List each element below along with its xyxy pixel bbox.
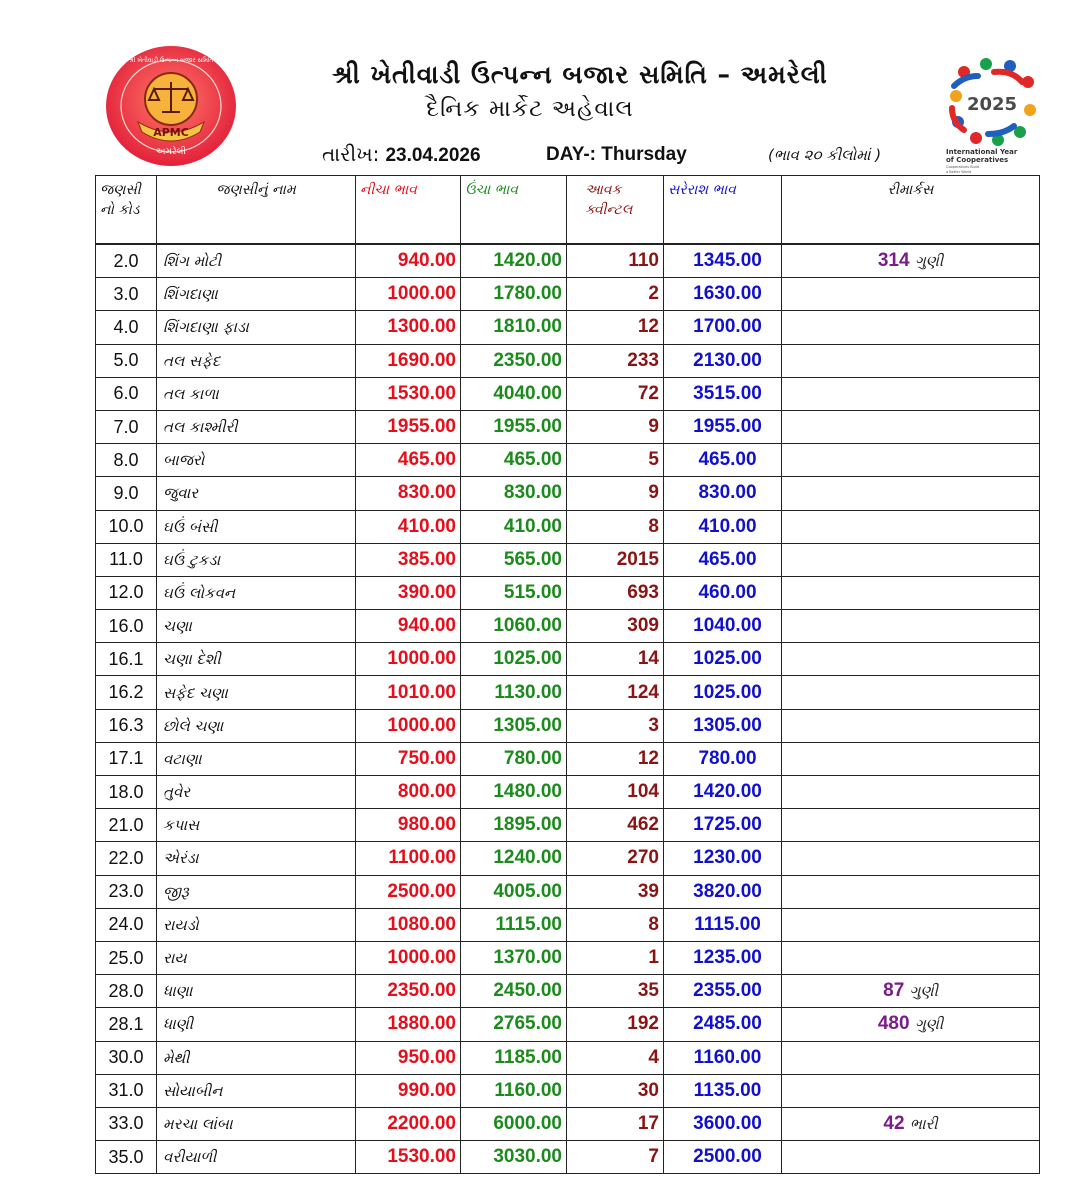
cell-code: 4.0 <box>96 311 157 344</box>
table-row <box>96 410 1040 443</box>
cell-high: 4040.00 <box>461 377 567 410</box>
cell-low: 390.00 <box>356 576 461 609</box>
cell-remarks <box>782 809 1040 842</box>
apmc-logo <box>104 44 238 168</box>
cell-code: 7.0 <box>96 410 157 443</box>
cell-low: 990.00 <box>356 1074 461 1107</box>
cell-remarks <box>782 610 1040 643</box>
cell-average: 1345.00 <box>664 244 782 278</box>
table-row <box>96 1008 1040 1041</box>
cell-arrival: 110 <box>567 244 664 278</box>
col-header-low: નીચા ભાવ <box>356 176 461 245</box>
remark-count: 480 <box>877 1013 910 1035</box>
cell-code: 3.0 <box>96 278 157 311</box>
table-row <box>96 809 1040 842</box>
table-row <box>96 543 1040 576</box>
cell-remarks <box>782 576 1040 609</box>
table-header-row <box>96 176 1040 245</box>
table-row <box>96 1074 1040 1107</box>
cell-name: સોયાબીન <box>157 1074 356 1107</box>
cell-name: એરંડા <box>157 842 356 875</box>
cell-remarks <box>782 709 1040 742</box>
cell-arrival: 14 <box>567 643 664 676</box>
cell-arrival: 693 <box>567 576 664 609</box>
table-row <box>96 311 1040 344</box>
cell-high: 1115.00 <box>461 908 567 941</box>
cell-arrival: 270 <box>567 842 664 875</box>
remark-count: 42 <box>883 1112 905 1134</box>
cell-code: 25.0 <box>96 941 157 974</box>
cell-code: 28.1 <box>96 1008 157 1041</box>
cell-average: 2485.00 <box>664 1008 782 1041</box>
cell-average: 1025.00 <box>664 676 782 709</box>
logo-line2-text: of Cooperatives <box>946 156 1009 164</box>
date-line <box>322 142 481 167</box>
cell-name: ઘઉં ટુકડા <box>157 543 356 576</box>
cell-name: શિંગદાણા ફાડા <box>157 311 356 344</box>
col-header-remarks: રીમાર્કસ <box>782 176 1040 245</box>
cell-name: મરચા લાંબા <box>157 1107 356 1140</box>
cell-low: 2500.00 <box>356 875 461 908</box>
cell-remarks <box>782 543 1040 576</box>
cell-arrival: 35 <box>567 975 664 1008</box>
cell-remarks <box>782 1107 1040 1140</box>
table-row <box>96 908 1040 941</box>
cell-remarks <box>782 1141 1040 1174</box>
cell-high: 1780.00 <box>461 278 567 311</box>
apmc-city-text: અમરેલી <box>156 147 186 157</box>
cell-remarks <box>782 1041 1040 1074</box>
cell-remarks <box>782 410 1040 443</box>
cell-average: 3515.00 <box>664 377 782 410</box>
cell-average: 1160.00 <box>664 1041 782 1074</box>
remark-unit: ગુણી <box>909 982 938 1001</box>
cell-low: 1300.00 <box>356 311 461 344</box>
cell-average: 410.00 <box>664 510 782 543</box>
cell-code: 6.0 <box>96 377 157 410</box>
day-text: DAY-: Thursday <box>546 144 687 165</box>
cell-name: સફેદ ચણા <box>157 676 356 709</box>
cell-high: 780.00 <box>461 742 567 775</box>
logo-year-text: 2025 <box>966 94 1018 115</box>
cell-low: 980.00 <box>356 809 461 842</box>
cell-high: 1955.00 <box>461 410 567 443</box>
table-row <box>96 344 1040 377</box>
remark-unit: ભારી <box>909 1114 938 1133</box>
cell-name: બાજરો <box>157 444 356 477</box>
page-title: શ્રી ખેતીવાડી ઉત્પન્ન બજાર સમિતિ – અમરેલી <box>332 60 828 89</box>
cell-high: 1420.00 <box>461 244 567 278</box>
apmc-badge-text: APMC <box>153 126 189 139</box>
cell-arrival: 124 <box>567 676 664 709</box>
cell-arrival: 17 <box>567 1107 664 1140</box>
cell-code: 16.2 <box>96 676 157 709</box>
cell-low: 1530.00 <box>356 1141 461 1174</box>
remark-unit: ગુણી <box>914 1015 944 1034</box>
cell-code: 16.3 <box>96 709 157 742</box>
cell-name: શિંગદાણા <box>157 278 356 311</box>
cell-arrival: 1 <box>567 941 664 974</box>
col-header-code: જણસી નો કોડ <box>96 176 157 245</box>
cell-arrival: 2 <box>567 278 664 311</box>
cell-arrival: 8 <box>567 510 664 543</box>
cell-name: વરીયાળી <box>157 1141 356 1174</box>
cell-remarks <box>782 842 1040 875</box>
cell-low: 2200.00 <box>356 1107 461 1140</box>
cell-low: 1100.00 <box>356 842 461 875</box>
cell-name: ચણા <box>157 610 356 643</box>
cell-arrival: 7 <box>567 1141 664 1174</box>
table-row <box>96 444 1040 477</box>
cell-remarks <box>782 1008 1040 1041</box>
cell-name: તલ કાશ્મીરી <box>157 410 356 443</box>
cell-low: 1080.00 <box>356 908 461 941</box>
cell-low: 1880.00 <box>356 1008 461 1041</box>
cell-high: 830.00 <box>461 477 567 510</box>
cell-arrival: 4 <box>567 1041 664 1074</box>
table-row <box>96 1107 1040 1140</box>
table-row <box>96 1041 1040 1074</box>
market-rates-table <box>95 175 1040 1174</box>
cell-high: 1810.00 <box>461 311 567 344</box>
cell-name: વટાણા <box>157 742 356 775</box>
cell-high: 1025.00 <box>461 643 567 676</box>
col-header-high: ઉંચા ભાવ <box>461 176 567 245</box>
table-row <box>96 377 1040 410</box>
cell-high: 1305.00 <box>461 709 567 742</box>
cell-remarks <box>782 444 1040 477</box>
cell-high: 6000.00 <box>461 1107 567 1140</box>
cell-high: 2450.00 <box>461 975 567 1008</box>
table-row <box>96 709 1040 742</box>
cell-high: 3030.00 <box>461 1141 567 1174</box>
table-row <box>96 576 1040 609</box>
cell-arrival: 30 <box>567 1074 664 1107</box>
cell-name: તલ કાળા <box>157 377 356 410</box>
cell-remarks <box>782 676 1040 709</box>
cell-average: 1230.00 <box>664 842 782 875</box>
cell-arrival: 9 <box>567 410 664 443</box>
cell-name: ઘઉં લોકવન <box>157 576 356 609</box>
cell-code: 35.0 <box>96 1141 157 1174</box>
unit-note: (ભાવ ૨૦ કીલોમાં ) <box>768 146 882 164</box>
cell-arrival: 72 <box>567 377 664 410</box>
cell-high: 1370.00 <box>461 941 567 974</box>
col-header-arrival: આવક ક્વીન્ટલ <box>567 176 664 245</box>
cell-low: 1000.00 <box>356 278 461 311</box>
cell-arrival: 462 <box>567 809 664 842</box>
cell-code: 22.0 <box>96 842 157 875</box>
cell-low: 1955.00 <box>356 410 461 443</box>
cell-low: 750.00 <box>356 742 461 775</box>
cell-code: 24.0 <box>96 908 157 941</box>
cell-arrival: 3 <box>567 709 664 742</box>
cell-code: 10.0 <box>96 510 157 543</box>
cell-high: 1240.00 <box>461 842 567 875</box>
table-row <box>96 643 1040 676</box>
table-row <box>96 510 1040 543</box>
cell-average: 460.00 <box>664 576 782 609</box>
cell-high: 1895.00 <box>461 809 567 842</box>
apmc-ring-text: શ્રી ખેતીવાડી ઉત્પન્ન બજાર સમિતિ <box>128 57 214 64</box>
cell-low: 1010.00 <box>356 676 461 709</box>
cell-code: 28.0 <box>96 975 157 1008</box>
cell-name: જુવાર <box>157 477 356 510</box>
cell-arrival: 2015 <box>567 543 664 576</box>
cell-name: તુવેર <box>157 776 356 809</box>
remark-count: 87 <box>883 980 905 1002</box>
table-row <box>96 244 1040 278</box>
col-header-average: સરેરાશ ભાવ <box>664 176 782 245</box>
table-row <box>96 742 1040 775</box>
cell-remarks <box>782 311 1040 344</box>
cell-code: 31.0 <box>96 1074 157 1107</box>
logo-line4-text: a Better World <box>946 170 972 174</box>
logo-line3-text: Cooperatives Build <box>946 165 979 169</box>
cell-average: 1955.00 <box>664 410 782 443</box>
cell-remarks <box>782 1074 1040 1107</box>
cell-average: 1305.00 <box>664 709 782 742</box>
table-row <box>96 477 1040 510</box>
cell-high: 1160.00 <box>461 1074 567 1107</box>
table-row <box>96 776 1040 809</box>
cell-arrival: 233 <box>567 344 664 377</box>
cell-low: 1000.00 <box>356 941 461 974</box>
cell-code: 2.0 <box>96 244 157 278</box>
cell-high: 1060.00 <box>461 610 567 643</box>
cooperatives-2025-logo <box>944 56 1036 174</box>
cell-remarks <box>782 742 1040 775</box>
cell-average: 1025.00 <box>664 643 782 676</box>
cell-remarks <box>782 477 1040 510</box>
cell-code: 16.1 <box>96 643 157 676</box>
cell-low: 940.00 <box>356 244 461 278</box>
cell-average: 1700.00 <box>664 311 782 344</box>
cell-average: 1040.00 <box>664 610 782 643</box>
cell-high: 515.00 <box>461 576 567 609</box>
cell-name: ચણા દેશી <box>157 643 356 676</box>
cell-low: 465.00 <box>356 444 461 477</box>
cell-low: 830.00 <box>356 477 461 510</box>
cell-high: 4005.00 <box>461 875 567 908</box>
cell-low: 1000.00 <box>356 643 461 676</box>
cell-arrival: 9 <box>567 477 664 510</box>
cell-average: 1420.00 <box>664 776 782 809</box>
cell-average: 2500.00 <box>664 1141 782 1174</box>
cell-average: 465.00 <box>664 444 782 477</box>
cell-name: ધાણી <box>157 1008 356 1041</box>
cell-code: 23.0 <box>96 875 157 908</box>
cell-high: 1185.00 <box>461 1041 567 1074</box>
cell-remarks <box>782 377 1040 410</box>
cell-arrival: 309 <box>567 610 664 643</box>
cell-high: 2765.00 <box>461 1008 567 1041</box>
cell-low: 1690.00 <box>356 344 461 377</box>
cell-code: 5.0 <box>96 344 157 377</box>
cell-arrival: 12 <box>567 311 664 344</box>
cell-code: 12.0 <box>96 576 157 609</box>
cell-remarks <box>782 510 1040 543</box>
cell-average: 465.00 <box>664 543 782 576</box>
cell-name: છોલે ચણા <box>157 709 356 742</box>
table-row <box>96 941 1040 974</box>
cell-arrival: 8 <box>567 908 664 941</box>
date-value: 23.04.2026 <box>385 145 481 166</box>
table-row <box>96 975 1040 1008</box>
cell-code: 21.0 <box>96 809 157 842</box>
table-row <box>96 610 1040 643</box>
cell-low: 385.00 <box>356 543 461 576</box>
cell-average: 1135.00 <box>664 1074 782 1107</box>
cell-high: 565.00 <box>461 543 567 576</box>
cell-high: 1480.00 <box>461 776 567 809</box>
remark-unit: ગુણી <box>914 252 944 271</box>
table-row <box>96 676 1040 709</box>
remark-count: 314 <box>877 250 910 272</box>
cell-remarks <box>782 875 1040 908</box>
table-body <box>96 244 1040 1174</box>
cell-code: 11.0 <box>96 543 157 576</box>
cell-low: 950.00 <box>356 1041 461 1074</box>
cell-remarks <box>782 278 1040 311</box>
cell-average: 830.00 <box>664 477 782 510</box>
table-row <box>96 1141 1040 1174</box>
cell-code: 33.0 <box>96 1107 157 1140</box>
cell-average: 780.00 <box>664 742 782 775</box>
cell-average: 2355.00 <box>664 975 782 1008</box>
cell-average: 1725.00 <box>664 809 782 842</box>
cell-code: 16.0 <box>96 610 157 643</box>
table-row <box>96 278 1040 311</box>
table-row <box>96 875 1040 908</box>
cell-average: 3600.00 <box>664 1107 782 1140</box>
cell-low: 800.00 <box>356 776 461 809</box>
cell-name: ઘઉં બંસી <box>157 510 356 543</box>
cell-arrival: 39 <box>567 875 664 908</box>
table-row <box>96 842 1040 875</box>
cell-high: 1130.00 <box>461 676 567 709</box>
cell-remarks <box>782 643 1040 676</box>
cell-code: 17.1 <box>96 742 157 775</box>
cell-name: ધાણા <box>157 975 356 1008</box>
col-header-name: જણસીનું નામ <box>157 176 356 245</box>
cell-remarks <box>782 908 1040 941</box>
cell-remarks <box>782 776 1040 809</box>
cell-name: મેથી <box>157 1041 356 1074</box>
cell-low: 1000.00 <box>356 709 461 742</box>
cell-low: 410.00 <box>356 510 461 543</box>
cell-arrival: 12 <box>567 742 664 775</box>
cell-arrival: 192 <box>567 1008 664 1041</box>
cell-low: 940.00 <box>356 610 461 643</box>
cell-name: જીરૂ <box>157 875 356 908</box>
cell-name: શિંગ મોટી <box>157 244 356 278</box>
cell-remarks <box>782 344 1040 377</box>
cell-average: 1630.00 <box>664 278 782 311</box>
cell-code: 18.0 <box>96 776 157 809</box>
cell-average: 1115.00 <box>664 908 782 941</box>
cell-remarks <box>782 244 1040 278</box>
cell-average: 1235.00 <box>664 941 782 974</box>
cell-code: 8.0 <box>96 444 157 477</box>
cell-name: તલ સફેદ <box>157 344 356 377</box>
date-label: તારીખ: <box>322 142 380 166</box>
cell-code: 30.0 <box>96 1041 157 1074</box>
cell-remarks <box>782 975 1040 1008</box>
cell-remarks <box>782 941 1040 974</box>
logo-line1-text: International Year <box>946 148 1018 156</box>
cell-name: રાયડો <box>157 908 356 941</box>
cell-average: 3820.00 <box>664 875 782 908</box>
cell-arrival: 104 <box>567 776 664 809</box>
cell-low: 2350.00 <box>356 975 461 1008</box>
cell-name: કપાસ <box>157 809 356 842</box>
cell-code: 9.0 <box>96 477 157 510</box>
cell-high: 2350.00 <box>461 344 567 377</box>
cell-average: 2130.00 <box>664 344 782 377</box>
cell-arrival: 5 <box>567 444 664 477</box>
page-subtitle: દૈનિક માર્કેટ અહેવાલ <box>426 96 634 122</box>
cell-name: રાય <box>157 941 356 974</box>
cell-high: 410.00 <box>461 510 567 543</box>
cell-high: 465.00 <box>461 444 567 477</box>
cell-low: 1530.00 <box>356 377 461 410</box>
